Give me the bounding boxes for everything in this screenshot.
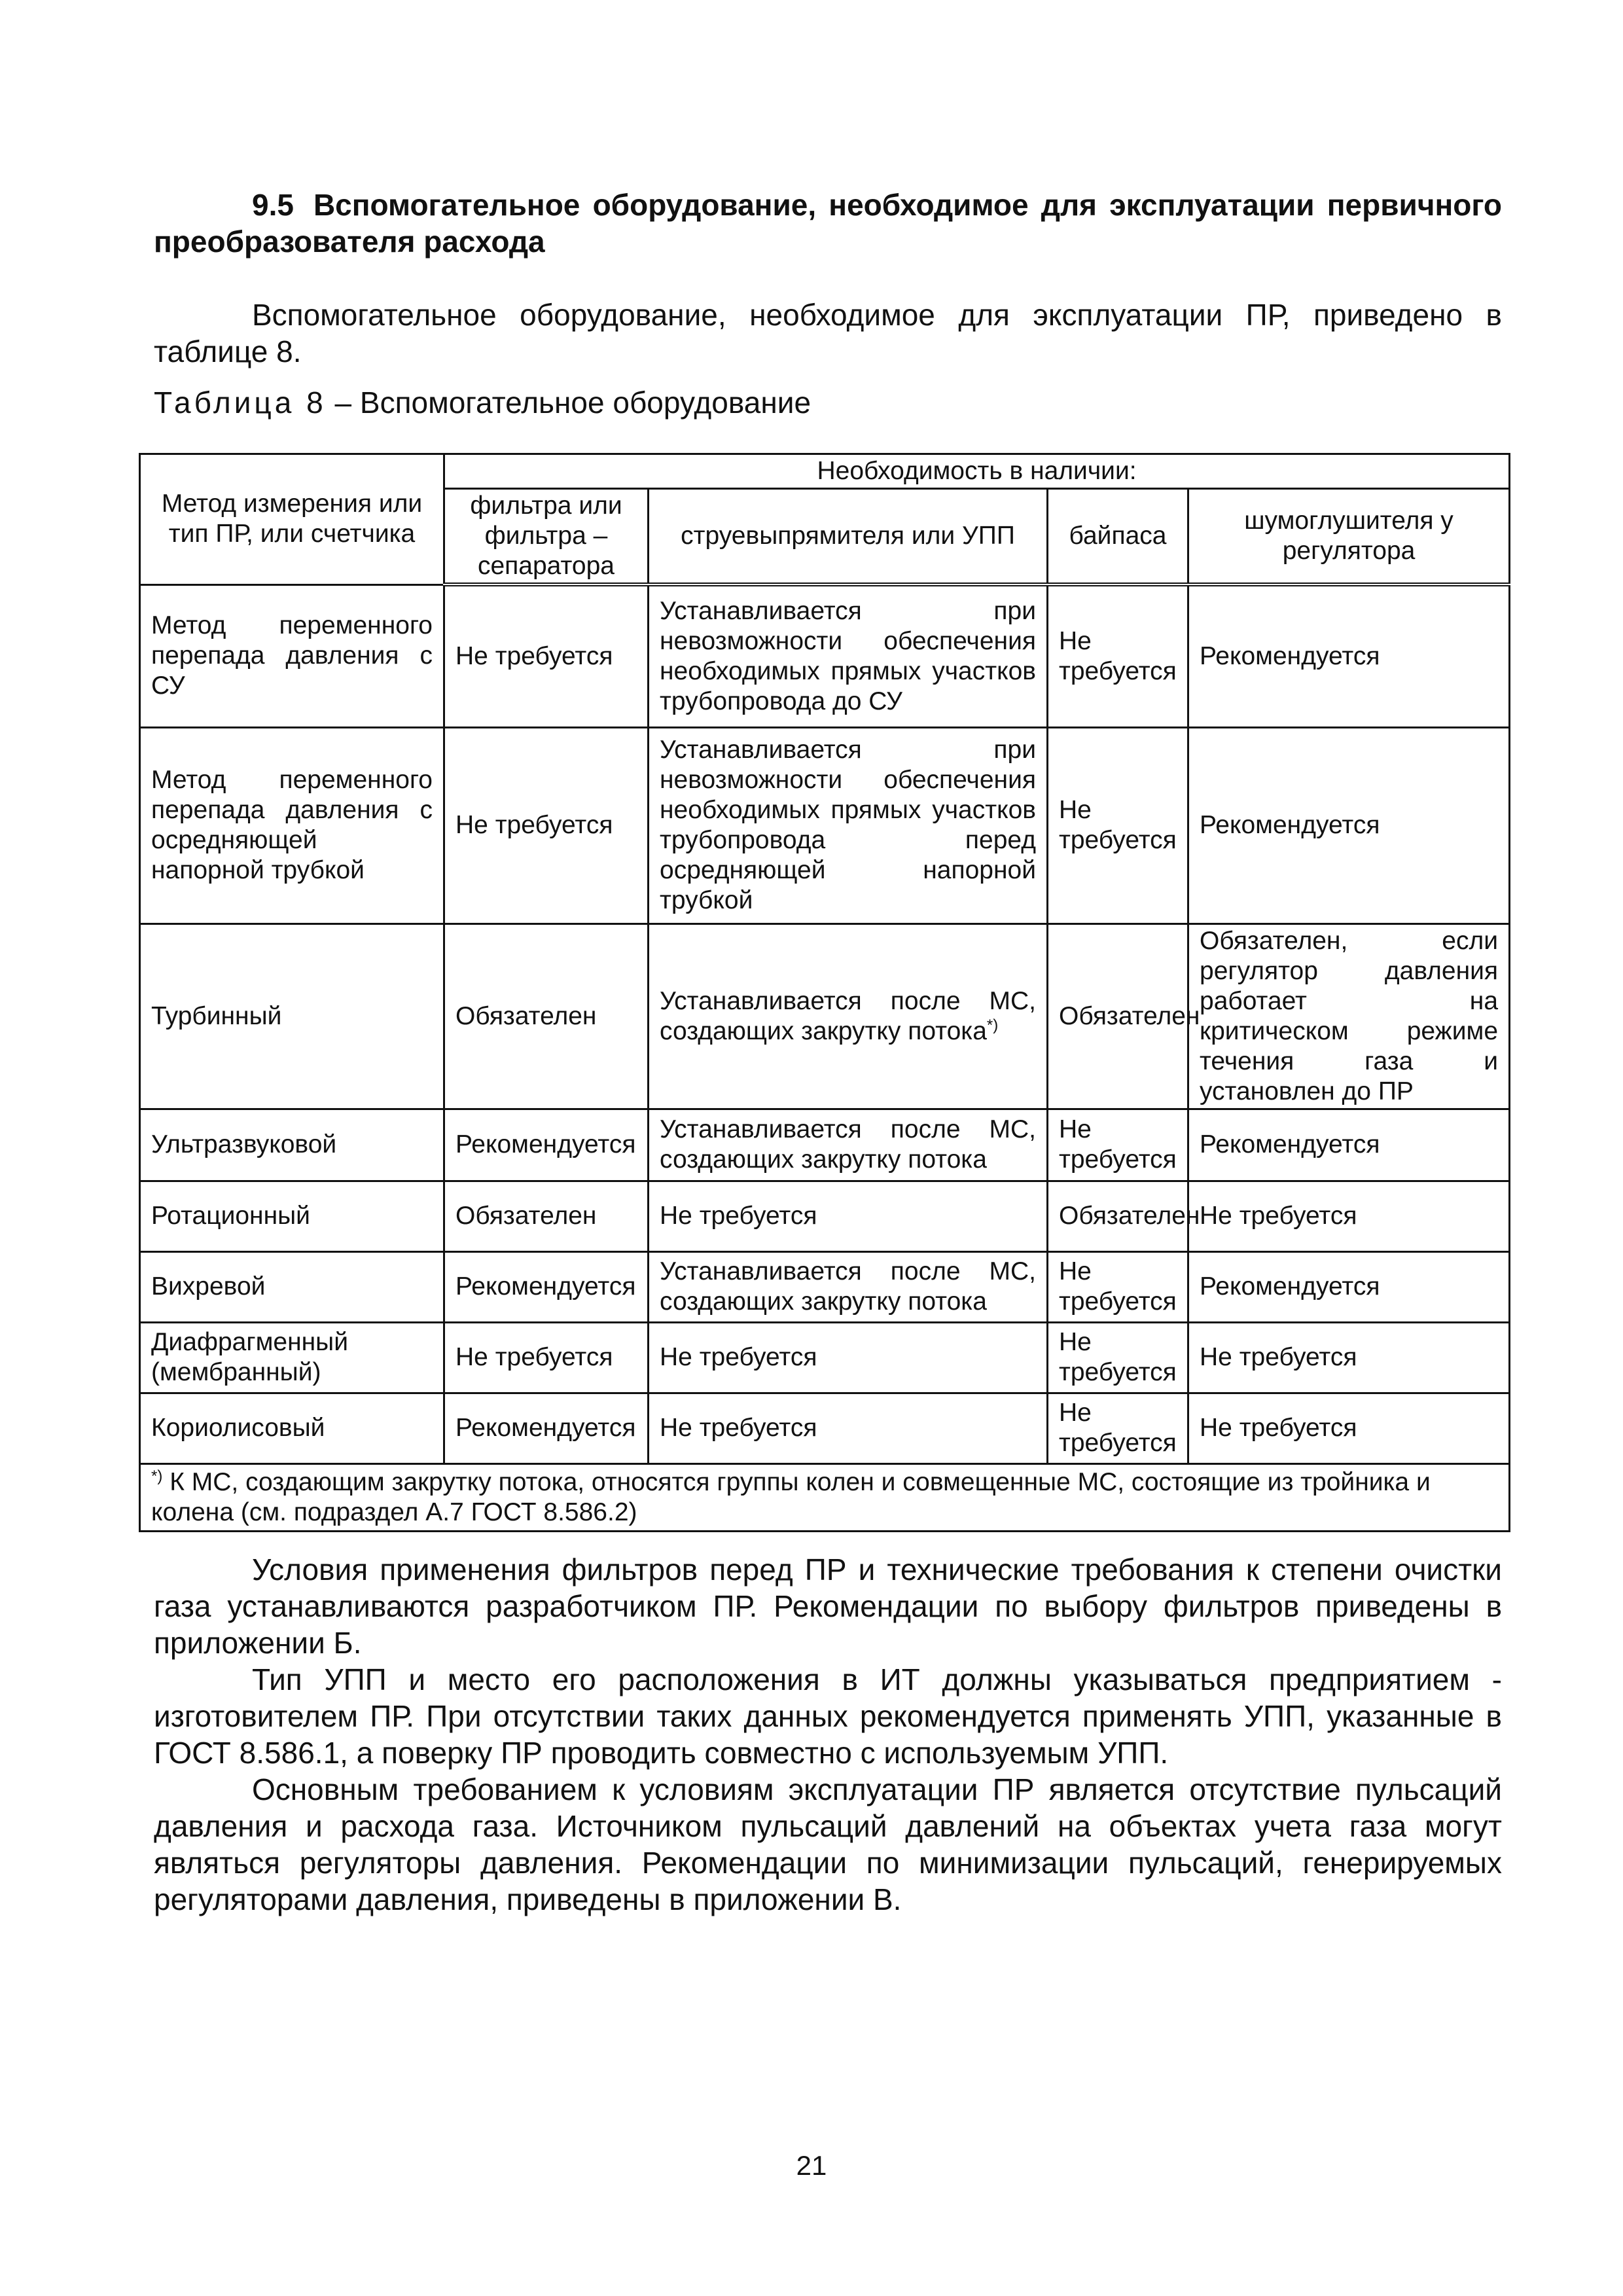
cell-filter: Не требуется xyxy=(444,1322,649,1393)
section-heading xyxy=(154,187,1502,260)
header-silencer: шумоглушителя у регулятора xyxy=(1188,489,1510,585)
cell-bypass: Не требуется xyxy=(1048,1393,1188,1463)
cell-silencer: Рекомендуется xyxy=(1188,727,1510,924)
footnote-mark: *) xyxy=(151,1467,163,1485)
page-content xyxy=(154,187,1502,421)
table-row xyxy=(140,1109,1510,1181)
cell-method: Кориолисовый xyxy=(140,1393,444,1463)
table-row xyxy=(140,584,1510,727)
cell-bypass: Не требуется xyxy=(1048,584,1188,727)
cell-straightener: Устанавливается при невозможности обеспечения необходимых прямых участков трубопровода перед осредняющей напорной трубкой xyxy=(649,727,1048,924)
paragraph: Тип УПП и место его расположения в ИТ должны указываться предприятием - изготовителем ПР. При отсутствии таких данных рекомендуется применять УПП, указанные в ГОСТ 8.586.1, а поверку ПР проводить совместно с используемым УПП. xyxy=(154,1662,1502,1770)
cell-straightener: Не требуется xyxy=(649,1393,1048,1463)
table-row xyxy=(140,1322,1510,1393)
table-caption-label: Таблица 8 xyxy=(154,386,327,420)
cell-method: Турбинный xyxy=(140,924,444,1109)
cell-bypass: Обязателен xyxy=(1048,924,1188,1109)
cell-silencer: Не требуется xyxy=(1188,1181,1510,1251)
cell-filter: Рекомендуется xyxy=(444,1393,649,1463)
cell-bypass: Не требуется xyxy=(1048,727,1188,924)
paragraph: Основным требованием к условиям эксплуатации ПР является отсутствие пульсаций давления и расхода газа. Источником пульсаций давлений на объектах учета газа могут являться регуляторы давления. Рекомендации по минимизации пульсаций, генерируемых регуляторами давления, приведены в приложении В. xyxy=(154,1772,1502,1916)
table-caption-dash: – xyxy=(326,386,360,420)
cell-filter: Не требуется xyxy=(444,727,649,924)
cell-silencer: Не требуется xyxy=(1188,1322,1510,1393)
table-footnote xyxy=(140,1463,1510,1531)
cell-filter: Рекомендуется xyxy=(444,1251,649,1322)
body-text xyxy=(154,1551,1502,1918)
footnote-marker: *) xyxy=(986,1016,999,1034)
table-caption xyxy=(154,384,1502,421)
cell-straightener: Не требуется xyxy=(649,1181,1048,1251)
table-row xyxy=(140,1251,1510,1322)
cell-method: Вихревой xyxy=(140,1251,444,1322)
cell-silencer: Обязателен, если регулятор давления работает на критическом режиме течения газа и установлен до ПР xyxy=(1188,924,1510,1109)
cell-method: Ротационный xyxy=(140,1181,444,1251)
table-header-row xyxy=(140,454,1510,489)
header-straightener: струевыпрямителя или УПП xyxy=(649,489,1048,585)
header-filter: фильтра или фильтра – сепаратора xyxy=(444,489,649,585)
cell-straightener xyxy=(649,924,1048,1109)
footnote-text: К МС, создающим закрутку потока, относятся группы колен и совмещенные МС, состоящие из тройника и колена (см. подраздел А.7 ГОСТ 8.586.2) xyxy=(151,1467,1431,1526)
cell-method: Ультразвуковой xyxy=(140,1109,444,1181)
equipment-table xyxy=(139,453,1510,1532)
cell-bypass: Не требуется xyxy=(1048,1251,1188,1322)
cell-straightener: Не требуется xyxy=(649,1322,1048,1393)
cell-silencer: Рекомендуется xyxy=(1188,584,1510,727)
page-number: 21 xyxy=(796,2150,827,2181)
table-row xyxy=(140,1181,1510,1251)
cell-silencer: Рекомендуется xyxy=(1188,1251,1510,1322)
cell-bypass: Не требуется xyxy=(1048,1322,1188,1393)
cell-filter: Обязателен xyxy=(444,1181,649,1251)
section-number: 9.5 xyxy=(252,188,294,222)
cell-filter: Рекомендуется xyxy=(444,1109,649,1181)
table-footnote-row xyxy=(140,1463,1510,1531)
cell-straightener: Устанавливается при невозможности обеспечения необходимых прямых участков трубопровода до СУ xyxy=(649,584,1048,727)
cell-bypass: Не требуется xyxy=(1048,1109,1188,1181)
header-bypass: байпаса xyxy=(1048,489,1188,585)
cell-silencer: Рекомендуется xyxy=(1188,1109,1510,1181)
header-method: Метод измерения или тип ПР, или счетчика xyxy=(140,454,444,585)
cell-filter: Обязателен xyxy=(444,924,649,1109)
cell-bypass: Обязателен xyxy=(1048,1181,1188,1251)
table-caption-text: Вспомогательное оборудование xyxy=(359,386,812,420)
cell-method: Диафрагменный (мембранный) xyxy=(140,1322,444,1393)
cell-silencer: Не требуется xyxy=(1188,1393,1510,1463)
table-row xyxy=(140,1393,1510,1463)
table-row xyxy=(140,924,1510,1109)
cell-filter: Не требуется xyxy=(444,584,649,727)
header-need: Необходимость в наличии: xyxy=(444,454,1510,489)
cell-straightener-text: Устанавливается после МС, создающих закрутку потока xyxy=(660,986,1036,1045)
section-title: Вспомогательное оборудование, необходимое для эксплуатации первичного преобразователя расхода xyxy=(154,188,1502,259)
cell-straightener: Устанавливается после МС, создающих закрутку потока xyxy=(649,1109,1048,1181)
cell-straightener: Устанавливается после МС, создающих закрутку потока xyxy=(649,1251,1048,1322)
cell-method: Метод переменного перепада давления с осредняющей напорной трубкой xyxy=(140,727,444,924)
table-row xyxy=(140,727,1510,924)
intro-paragraph: Вспомогательное оборудование, необходимое для эксплуатации ПР, приведено в таблице 8. xyxy=(154,298,1502,368)
cell-method: Метод переменного перепада давления с СУ xyxy=(140,584,444,727)
paragraph: Условия применения фильтров перед ПР и технические требования к степени очистки газа устанавливаются разработчиком ПР. Рекомендации по выбору фильтров приведены в приложении Б. xyxy=(154,1552,1502,1660)
